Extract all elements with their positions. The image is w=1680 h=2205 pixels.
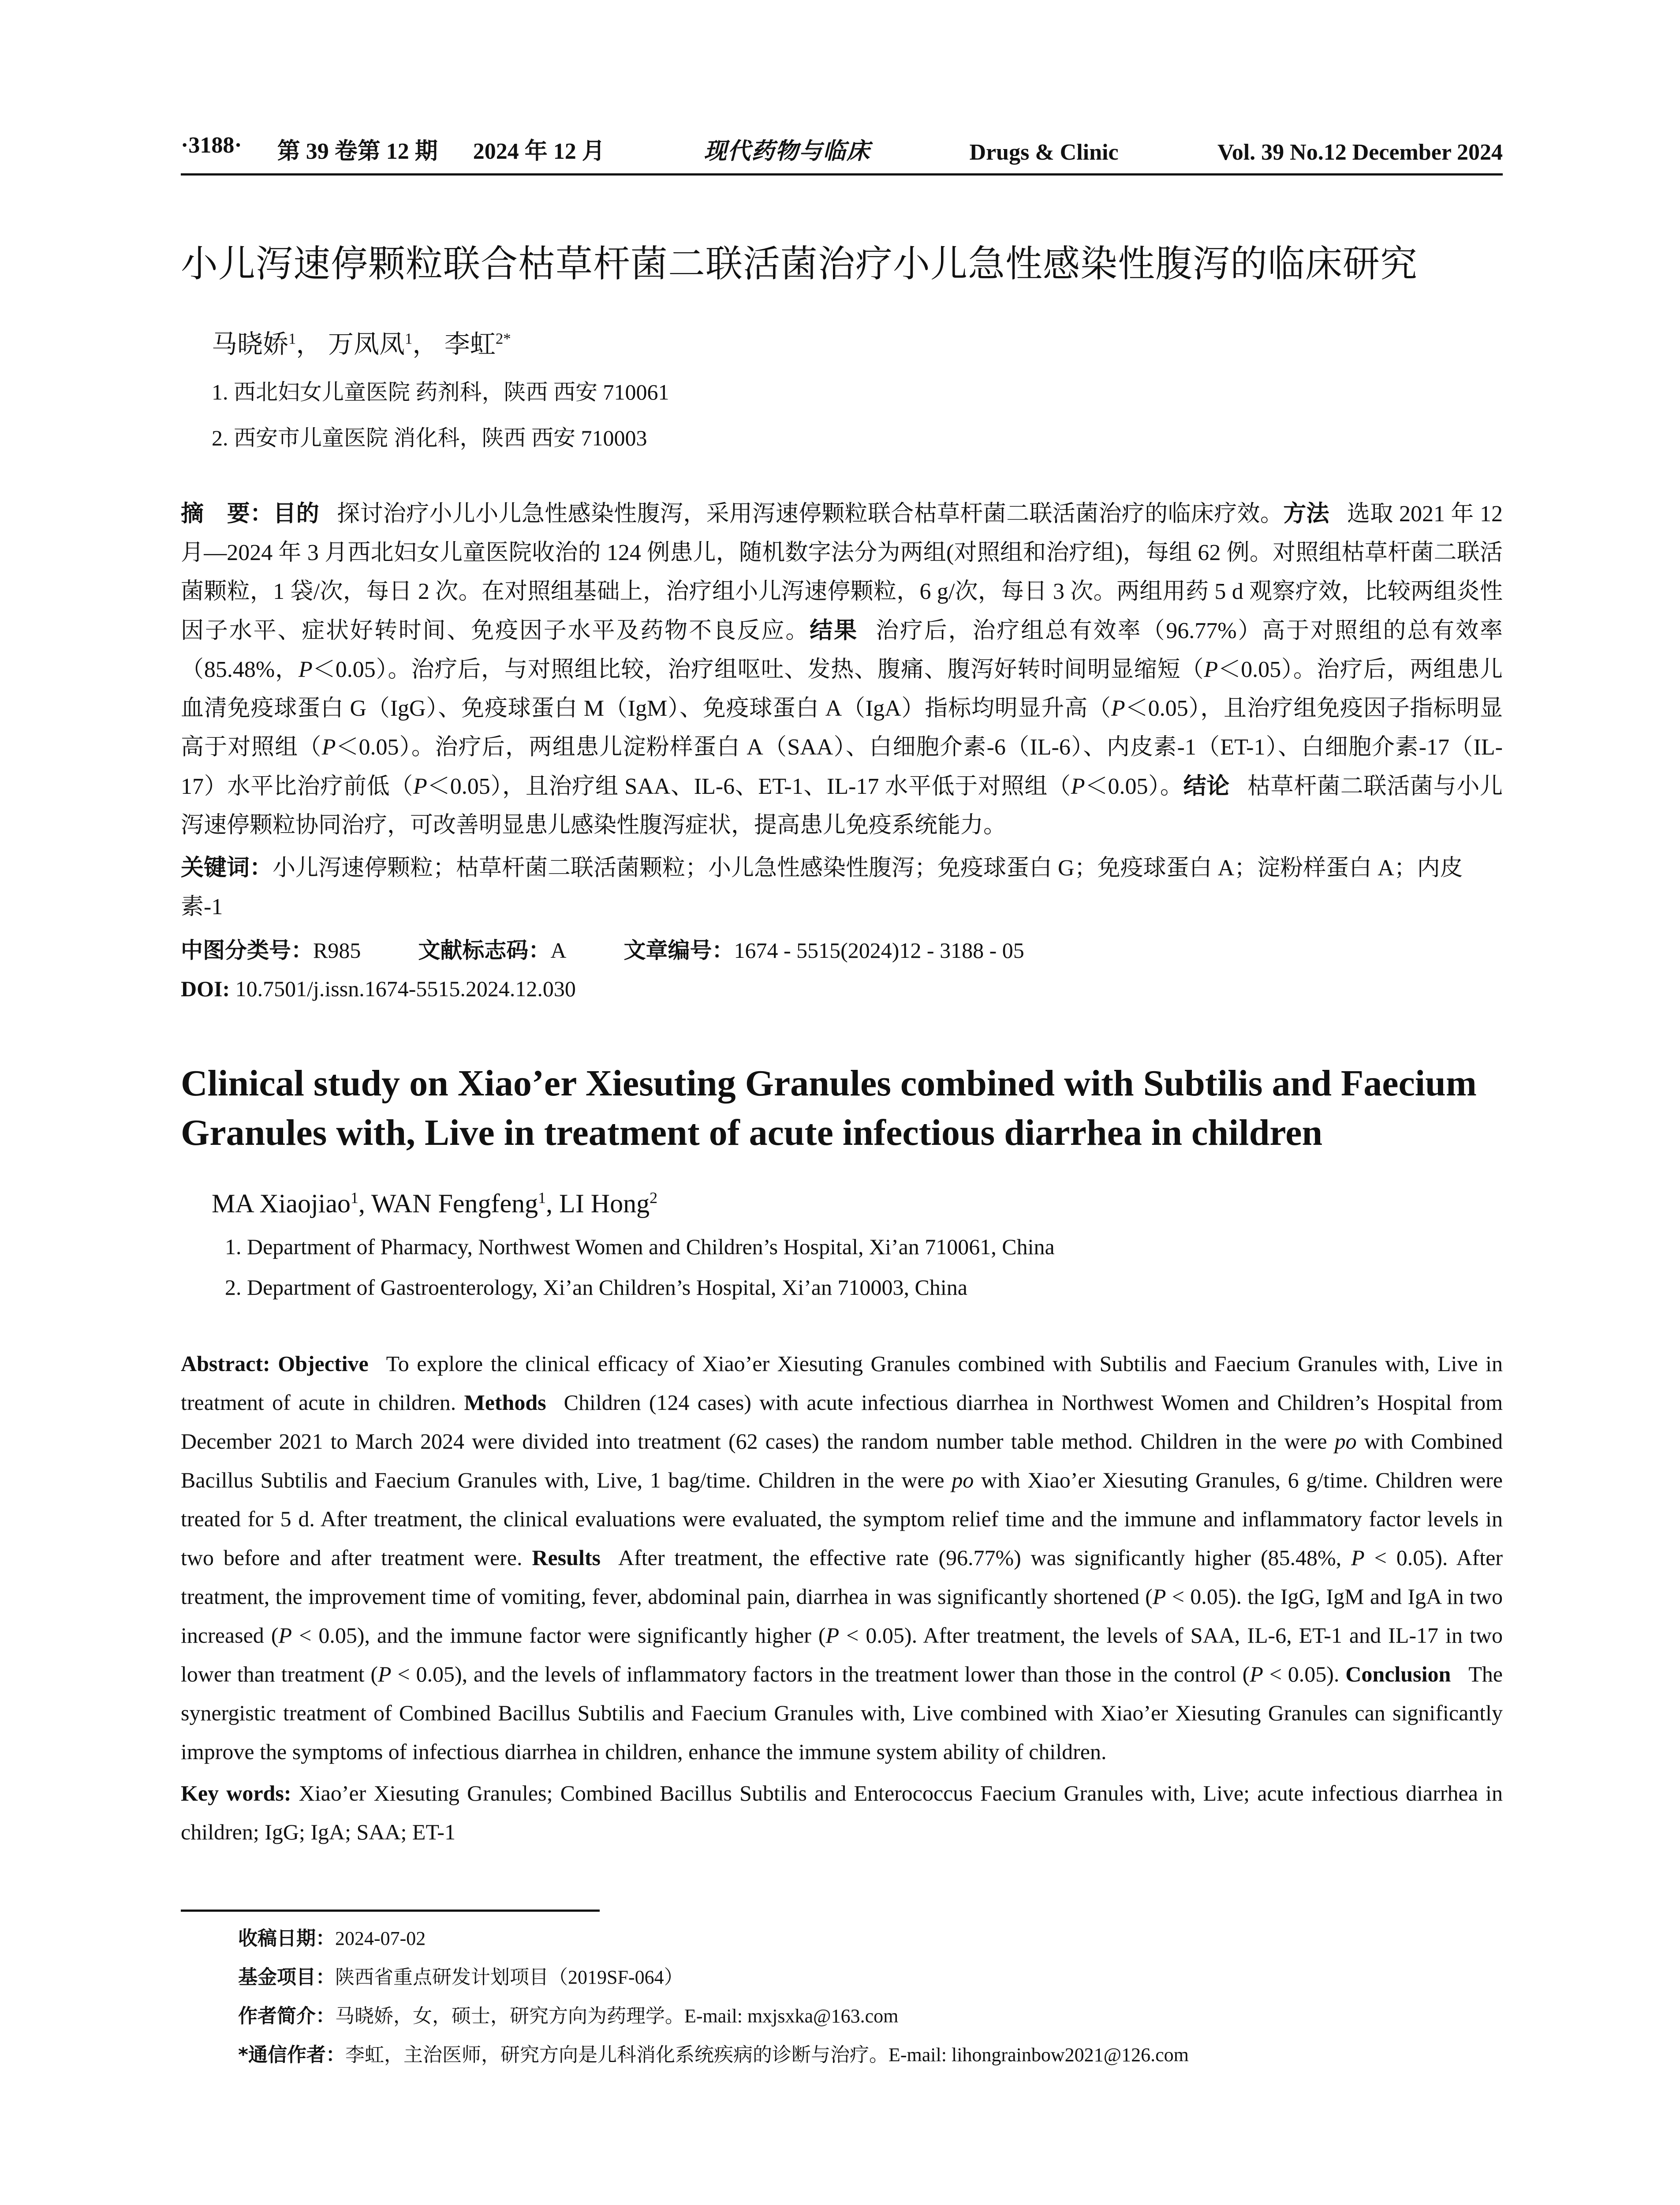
title-en: Clinical study on Xiao’er Xiesuting Granules combined with Subtilis and Faecium Granules with, Live in treatment of acute infectious diarrhea in children xyxy=(181,1062,1477,1153)
affiliation-cn: 2. 西安市儿童医院 消化科，陕西 西安 710003 xyxy=(212,425,647,450)
date-cn: 2024 年 12 月 xyxy=(473,139,605,164)
keywords-cn: 关键词：小儿泻速停颗粒；枯草杆菌二联活菌颗粒；小儿急性感染性腹泻；免疫球蛋白 G；免疫球蛋白 A；淀粉样蛋白 A；内皮素-1 xyxy=(181,854,1463,919)
footnote-correspondence: *通信作者：李虹，主治医师，研究方向是儿科消化系统疾病的诊断与治疗。E-mail: lihongrainbow2021@126.com xyxy=(238,2043,1189,2066)
issue-cn: 第 39 卷第 12 期 xyxy=(277,139,438,164)
affiliation-en: 2. Department of Gastroenterology, Xi’an Children’s Hospital, Xi’an 710003, China xyxy=(225,1274,967,1300)
author-cn: 万凤凤 xyxy=(328,329,405,359)
paper-page xyxy=(181,132,1503,2067)
footnote-received: 收稿日期：2024-07-02 xyxy=(238,1927,426,1950)
footnote-author: 作者简介：马晓娇，女，硕士，研究方向为药理学。E-mail: mxjsxka@163.com xyxy=(238,2004,899,2027)
journal-en: Drugs & Clinic xyxy=(969,140,1119,165)
author-en: WAN Fengfeng xyxy=(371,1188,538,1218)
journal-cn: 现代药物与临床 xyxy=(704,139,871,164)
abstract-en: Abstract: Objective To explore the clinical efficacy of Xiao’er Xiesuting Granules combined with Subtilis and Faecium Granules with, Live in treatment of acute in children. Methods Children (124 cases) with acute infectious diarrhea in Northwest Women and Children’s Hospital from December 2021 to March 2024 were divided into treatment (62 cases) the random number table method. Children in the were po with Combined Bacillus Subtilis and Faecium Granules with, Live, 1 bag/time. Children in the were po with Xiao’er Xiesuting Granules, 6 g/time. Children were treated for 5 d. After treatment, the clinical evaluations were evaluated, the symptom relief time and the immune and inflammatory factor levels in two before and after treatment were. Results After treatment, the effective rate (96.77%) was significantly higher (85.48%, P < 0.05). After treatment, the improvement time of vomiting, fever, abdominal pain, diarrhea in was significantly shortened (P < 0.05). the IgG, IgM and IgA in two increased (P < 0.05), and the immune factor were significantly higher (P < 0.05). After treatment, the levels of SAA, IL-6, ET-1 and IL-17 in two lower than treatment (P < 0.05), and the levels of inflammatory factors in the treatment lower than those in the control (P < 0.05). Conclusion The synergistic treatment of Combined Bacillus Subtilis and Faecium Granules with, Live combined with Xiao’er Xiesuting Granules can significantly improve the symptoms of infectious diarrhea in children, enhance the immune system ability of children. xyxy=(181,1351,1503,1764)
page-number: ·3188· xyxy=(181,133,242,158)
affiliation-cn: 1. 西北妇女儿童医院 药剂科，陕西 西安 710061 xyxy=(212,379,669,404)
affiliation-en: 1. Department of Pharmacy, Northwest Women and Children’s Hospital, Xi’an 710061, China xyxy=(225,1234,1055,1259)
title-cn: 小儿泻速停颗粒联合枯草杆菌二联活菌治疗小儿急性感染性腹泻的临床研究 xyxy=(181,242,1418,285)
footnote-rule xyxy=(181,1910,600,1912)
volume-en: Vol. 39 No.12 December 2024 xyxy=(1217,140,1503,165)
keywords-en: Key words: Xiao’er Xiesuting Granules; Combined Bacillus Subtilis and Enterococcus Faecium Granules with, Live; acute infectious diarrhea in children; IgG; IgA; SAA; ET-1 xyxy=(181,1780,1503,1844)
classification-line: 中图分类号：R985 文献标志码：A 文章编号：1674 - 5515(2024)12 - 3188 - 05 xyxy=(181,937,1024,963)
author-en: LI Hong xyxy=(559,1188,650,1218)
authors-cn: 马晓娇$^1$， 万凤凤$^1$， 李虹$^{2*}$ xyxy=(212,329,511,359)
running-header xyxy=(181,132,1503,176)
author-cn: 李虹 xyxy=(444,329,496,359)
author-en: MA Xiaojiao xyxy=(212,1188,351,1218)
footnote-fund: 基金项目：陕西省重点研发计划项目（2019SF-064） xyxy=(238,1966,683,1988)
authors-en: MA Xiaojiao$^1$, WAN Fengfeng$^1$, LI Hong$^2$ xyxy=(212,1188,658,1218)
doi: DOI: 10.7501/j.issn.1674-5515.2024.12.030 xyxy=(181,976,576,1001)
author-cn: 马晓娇 xyxy=(212,329,289,359)
abstract-cn: 摘 要：目的 探讨治疗小儿小儿急性感染性腹泻，采用泻速停颗粒联合枯草杆菌二联活菌治疗的临床疗效。方法 选取 2021 年 12 月—2024 年 3 月西北妇女儿童医院收治的 124 例患儿，随机数字法分为两组(对照组和治疗组)，每组 62 例。对照组枯草杆菌二联活菌颗粒，1 袋/次，每日 2 次。在对照组基础上，治疗组小儿泻速停颗粒，6 g/次，每日 3 次。两组用药 5 d 观察疗效，比较两组炎性因子水平、症状好转时间、免疫因子水平及药物不良反应。结果 治疗后，治疗组总有效率（96.77%）高于对照组的总有效率（85.48%，P＜0.05）。治疗后，与对照组比较，治疗组呕吐、发热、腹痛、腹泻好转时间明显缩短（P＜0.05）。治疗后，两组患儿血清免疫球蛋白 G（IgG）、免疫球蛋白 M（IgM）、免疫球蛋白 A（IgA）指标均明显升高（P＜0.05），且治疗组免疫因子指标明显高于对照组（P＜0.05）。治疗后，两组患儿淀粉样蛋白 A（SAA）、白细胞介素-6（IL-6）、内皮素-1（ET-1）、白细胞介素-17（IL-17）水平比治疗前低（P＜0.05），且治疗组 SAA、IL-6、ET-1、IL-17 水平低于对照组（P＜0.05）。结论 枯草杆菌二联活菌与小儿泻速停颗粒协同治疗，可改善明显患儿感染性腹泻症状，提高患儿免疫系统能力。 xyxy=(181,500,1503,838)
